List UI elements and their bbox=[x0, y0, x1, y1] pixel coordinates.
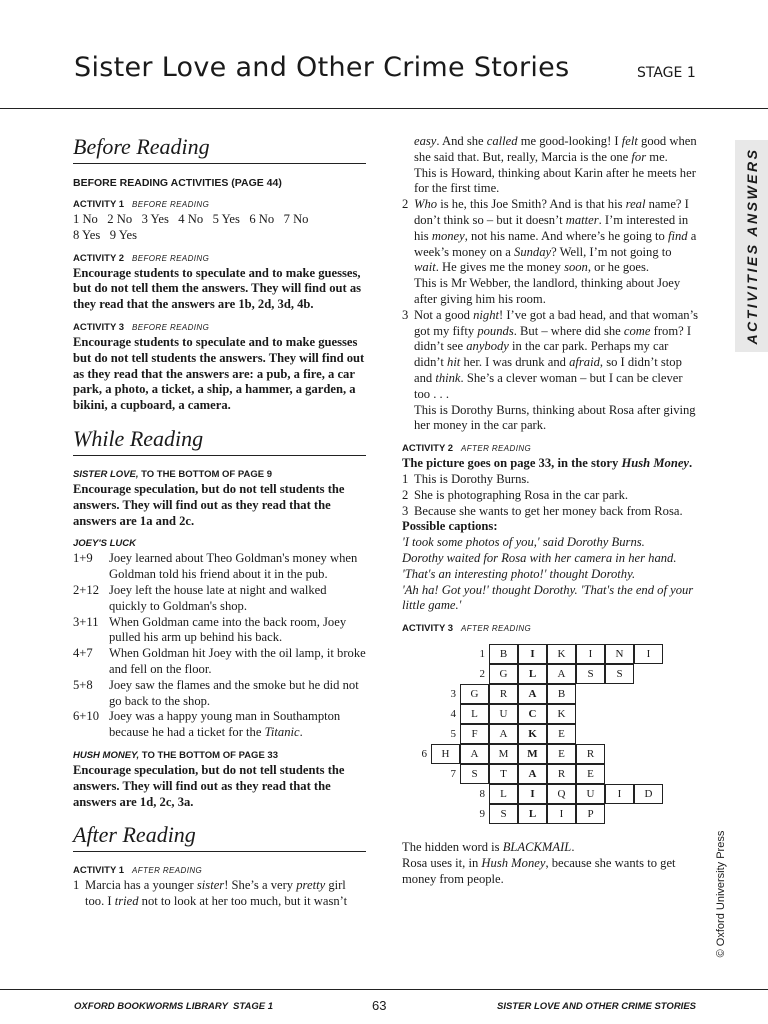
joeys-luck-list bbox=[73, 551, 366, 741]
crossword-cell: I bbox=[605, 784, 634, 804]
stage-label: STAGE 1 bbox=[637, 65, 696, 81]
activity3-text: Encourage students to speculate and to make guesses but do not tell students the answers. They will find out as they read that the answers are: a pub, a fire, a car park, a photo, a ticket, a ship, a hammer, a garden, a bikini, a cupboard, a camera. bbox=[73, 334, 365, 413]
crossword-row-number: 4 bbox=[450, 708, 456, 721]
captions-label: Possible captions: bbox=[402, 519, 498, 534]
crossword-cell: U bbox=[576, 784, 605, 804]
crossword-cell: B bbox=[547, 684, 576, 704]
crossword-cell: G bbox=[489, 664, 518, 684]
list-item: 2 Who is he, this Joe Smith? And is that his real name? I don’t think so – but it doesn’t matter. I’m interested in his money, not his name. And where’s he going to find a week’s money on a Sunday? Well, I’m not going to wait. He gives me the money soon, or he goes. bbox=[402, 197, 697, 275]
crossword-cell: S bbox=[605, 664, 634, 684]
section-before-reading: Before Reading bbox=[73, 134, 366, 164]
crossword-row-number: 1 bbox=[479, 648, 485, 661]
crossword-row-number: 9 bbox=[479, 808, 485, 821]
footer-series: OXFORD BOOKWORMS LIBRARY STAGE 1 bbox=[74, 1001, 273, 1012]
section-after-reading: After Reading bbox=[73, 822, 366, 852]
list-item: 1 This is Dorothy Burns. bbox=[402, 471, 530, 486]
activity1-answers-2: 8 Yes 9 Yes bbox=[73, 227, 138, 242]
copyright: © Oxford University Press bbox=[715, 830, 727, 958]
activity-heading: ACTIVITY 3 BEFORE READING bbox=[73, 321, 210, 333]
crossword-grid bbox=[402, 642, 702, 834]
crossword-cell: R bbox=[576, 744, 605, 764]
crossword-cell: F bbox=[460, 724, 489, 744]
caption: 'Ah ha! Got you!' thought Dorothy. 'That's the end of your little game.' bbox=[402, 582, 694, 613]
crossword-row-number: 2 bbox=[479, 668, 485, 681]
crossword-cell: I bbox=[576, 644, 605, 664]
crossword-cell: G bbox=[460, 684, 489, 704]
list-item: 1+9 Joey learned about Theo Goldman's money when Goldman told his friend about it in the pub. bbox=[73, 551, 358, 582]
crossword-cell: R bbox=[489, 684, 518, 704]
page-number: 63 bbox=[372, 998, 387, 1013]
activity-heading: ACTIVITY 3 AFTER READING bbox=[402, 623, 532, 635]
section-while-reading: While Reading bbox=[73, 426, 366, 456]
crossword-cell: L bbox=[489, 784, 518, 804]
left-column bbox=[73, 128, 366, 910]
crossword-key-cell: A bbox=[518, 684, 547, 704]
list-item: 3+11 When Goldman came into the back room, Joey pulled his arm up behind his back. bbox=[73, 614, 347, 645]
crossword-key-cell: L bbox=[518, 664, 547, 684]
crossword-cell: P bbox=[576, 804, 605, 824]
list-item: 2 She is photographing Rosa in the car park. bbox=[402, 487, 629, 502]
activity1-answers: 1 No 2 No 3 Yes 4 No 5 Yes 6 No 7 No bbox=[73, 212, 309, 226]
caption: Dorothy waited for Rosa with her camera in her hand. bbox=[402, 550, 677, 565]
captions-list bbox=[402, 535, 698, 614]
crossword-cell: H bbox=[431, 744, 460, 764]
crossword-cell: A bbox=[547, 664, 576, 684]
crossword-key-cell: A bbox=[518, 764, 547, 784]
hush-money-heading: HUSH MONEY, TO THE BOTTOM OF PAGE 33 bbox=[73, 749, 278, 761]
list-item: 3 Because she wants to get her money back from Rosa. bbox=[402, 503, 683, 518]
crossword-cell: I bbox=[547, 804, 576, 824]
crossword-key-cell: M bbox=[518, 744, 547, 764]
rosa-text: Rosa uses it, in Hush Money, because she wants to get money from people. bbox=[402, 855, 676, 886]
crossword-cell: L bbox=[460, 704, 489, 724]
crossword-cell: E bbox=[576, 764, 605, 784]
header-rule bbox=[0, 108, 768, 109]
activity-heading: ACTIVITY 2 BEFORE READING bbox=[73, 252, 210, 264]
footer-rule bbox=[0, 989, 768, 990]
crossword-cell: M bbox=[489, 744, 518, 764]
sister-love-text: Encourage speculation, but do not tell students the answers. They will find out as they read that the answers are 1a and 2c. bbox=[73, 481, 345, 528]
footer-book-title: SISTER LOVE AND OTHER CRIME STORIES bbox=[497, 1001, 696, 1012]
activity-heading: ACTIVITY 1 BEFORE READING bbox=[73, 199, 210, 210]
crossword-cell: E bbox=[547, 744, 576, 764]
before-reading-activities-heading: BEFORE READING ACTIVITIES (PAGE 44) bbox=[73, 177, 282, 189]
activity2-intro: The picture goes on page 33, in the story Hush Money. bbox=[402, 456, 693, 471]
crossword-cell: E bbox=[547, 724, 576, 744]
list-item: 2+12 Joey left the house late at night and walked quickly to Goldman's shop. bbox=[73, 582, 327, 613]
list-item: 5+8 Joey saw the flames and the smoke but he did not go back to the shop. bbox=[73, 677, 359, 708]
joeys-luck-heading: JOEY'S LUCK bbox=[73, 538, 136, 550]
activity2-text: Encourage students to speculate and to make guesses, but do not tell them the answers. They will find out as they read that the answers are 1b, 2d, 3d, 4b. bbox=[73, 265, 362, 312]
crossword-cell: I bbox=[634, 644, 663, 664]
crossword-cell: N bbox=[605, 644, 634, 664]
caption: 'That's an interesting photo!' thought Dorothy. bbox=[402, 566, 636, 581]
paragraph: This is Dorothy Burns, thinking about Rosa after giving her money in the car park. bbox=[414, 402, 696, 433]
activity-heading: ACTIVITY 1 AFTER READING bbox=[73, 865, 203, 877]
list-item: 3 Not a good night! I’ve got a bad head, and that woman’s got my fifty pounds. But – where did she come from? I didn’t see anybody in the car park. Perhaps my car didn’t hit her. I was drunk and afraid, so I didn’t stop and think. She’s a clever woman – but I can be clever too . . . bbox=[402, 307, 699, 401]
list-item: 1 Marcia has a younger sister! She’s a very pretty girl too. I tried not to look at her too much, but it wasn’t bbox=[73, 878, 348, 909]
crossword-row-number: 8 bbox=[479, 788, 485, 801]
activity2-list bbox=[402, 472, 698, 519]
list-item: 6+10 Joey was a happy young man in Southampton because he had a ticket for the Titanic. bbox=[73, 709, 341, 740]
crossword-row-number: 5 bbox=[450, 728, 456, 741]
crossword-cell: A bbox=[460, 744, 489, 764]
activity-heading: ACTIVITY 2 AFTER READING bbox=[402, 443, 532, 455]
crossword-cell: D bbox=[634, 784, 663, 804]
list-item: 4+7 When Goldman hit Joey with the oil lamp, it broke and fell on the floor. bbox=[73, 646, 366, 676]
crossword-key-cell: I bbox=[518, 784, 547, 804]
sister-love-heading: SISTER LOVE, TO THE BOTTOM OF PAGE 9 bbox=[73, 468, 273, 480]
side-tab-label: ACTIVITIES ANSWERS bbox=[744, 147, 760, 345]
hush-money-text: Encourage speculation, but do not tell students the answers. They will find out as they read that the answers are 1d, 2c, 3a. bbox=[73, 762, 345, 809]
crossword-key-cell: I bbox=[518, 644, 547, 664]
crossword-cell: Q bbox=[547, 784, 576, 804]
crossword-cell: S bbox=[489, 804, 518, 824]
crossword-cell: A bbox=[489, 724, 518, 744]
crossword-key-cell: L bbox=[518, 804, 547, 824]
page-title: Sister Love and Other Crime Stories bbox=[74, 52, 570, 83]
crossword-cell: K bbox=[547, 644, 576, 664]
crossword-cell: S bbox=[460, 764, 489, 784]
crossword-cell: R bbox=[547, 764, 576, 784]
crossword-key-cell: C bbox=[518, 704, 547, 724]
crossword-key-cell: K bbox=[518, 724, 547, 744]
crossword-cell: S bbox=[576, 664, 605, 684]
crossword-row-number: 6 bbox=[421, 748, 427, 761]
crossword-row-number: 7 bbox=[450, 768, 456, 781]
crossword-row-number: 3 bbox=[450, 688, 456, 701]
right-column bbox=[402, 134, 698, 888]
paragraph: This is Mr Webber, the landlord, thinking about Joey after giving him his room. bbox=[414, 276, 681, 306]
crossword-cell: T bbox=[489, 764, 518, 784]
paragraph: This is Howard, thinking about Karin after he meets her for the first time. bbox=[414, 165, 696, 196]
crossword-cell: U bbox=[489, 704, 518, 724]
caption: 'I took some photos of you,' said Dorothy Burns. bbox=[402, 535, 645, 550]
paragraph: easy. And she called me good-looking! I felt good when she said that. But, really, Marcia is the one for me. bbox=[414, 134, 697, 164]
crossword-cell: K bbox=[547, 704, 576, 724]
crossword-cell: B bbox=[489, 644, 518, 664]
hidden-word: The hidden word is BLACKMAIL. bbox=[402, 840, 575, 855]
